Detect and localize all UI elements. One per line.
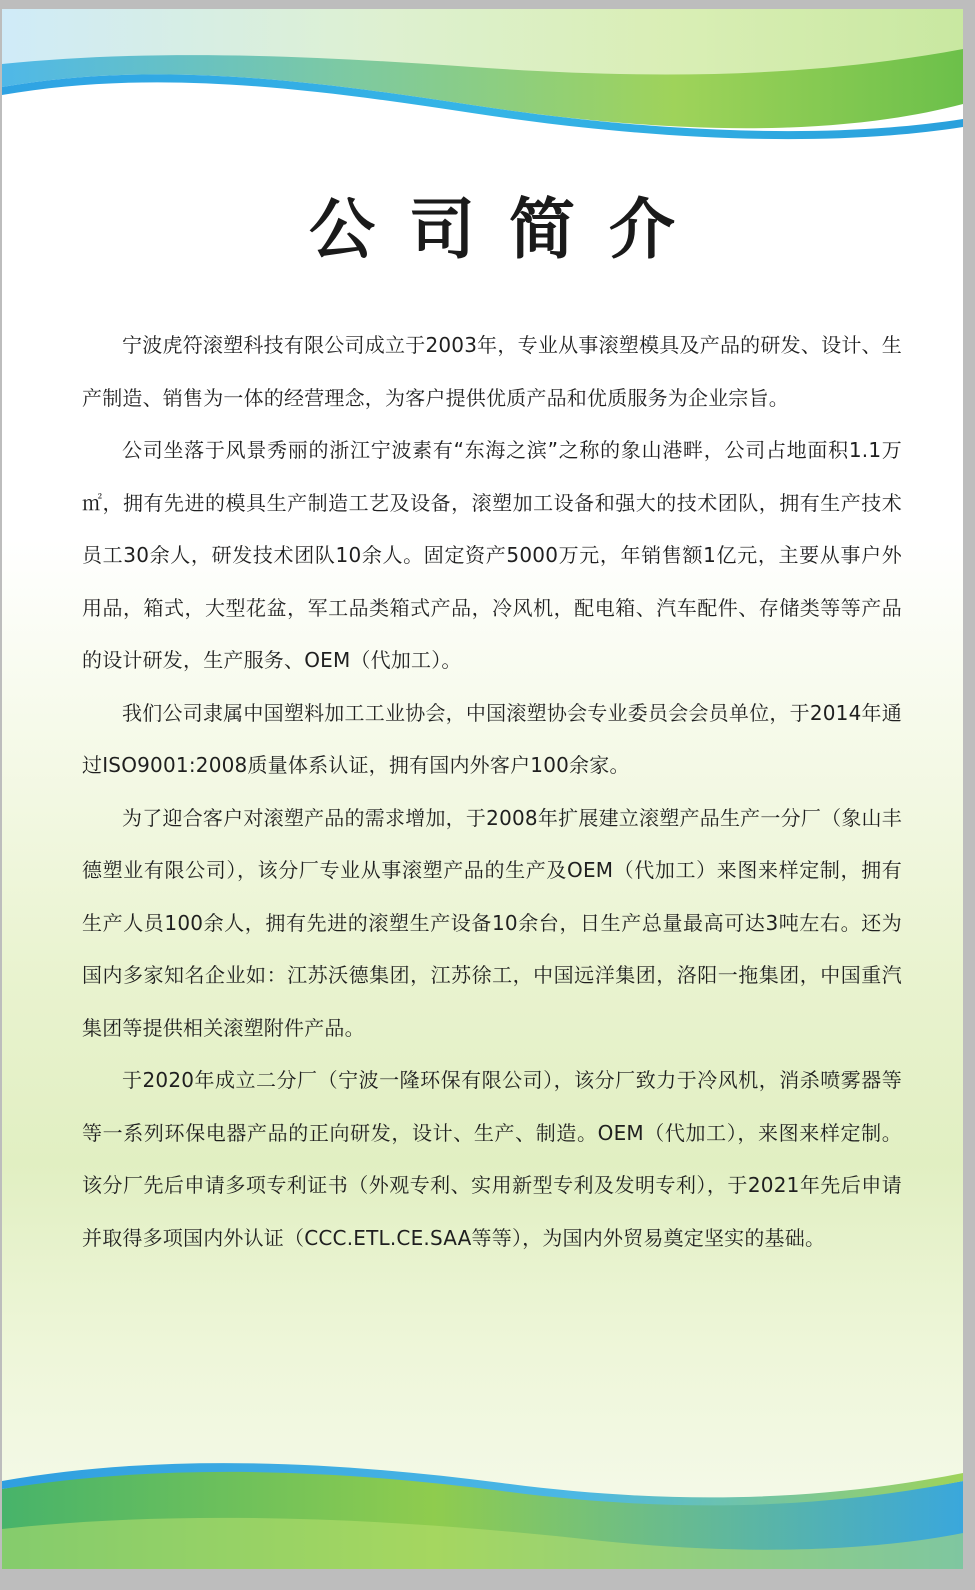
page-title: 公司简介	[309, 190, 709, 268]
poster	[2, 9, 963, 1569]
paragraph-first-branch: 为了迎合客户对滚塑产品的需求增加，于2008年扩展建立滚塑产品生产一分厂（象山丰德塑业有限公司），该分厂专业从事滚塑产品的生产及OEM（代加工）来图来样定制，拥有生产人员100余人，拥有先进的滚塑生产设备10余台，日生产总量最高可达3吨左右。还为国内多家知名企业如：江苏沃德集团，江苏徐工，中国远洋集团，洛阳一拖集团，中国重汽集团等提供相关滚塑附件产品。	[82, 805, 902, 1040]
top-wave-decoration	[2, 9, 963, 149]
intro-body	[82, 319, 902, 1264]
paragraph-location-scale: 公司坐落于风景秀丽的浙江宁波素有“东海之滨”之称的象山港畔，公司占地面积1.1万㎡，拥有先进的模具生产制造工艺及设备，滚塑加工设备和强大的技术团队，拥有生产技术员工30余人，研发技术团队10余人。固定资产5000万元，年销售额1亿元，主要从事户外用品，箱式，大型花盆，军工品类箱式产品，冷风机，配电箱、汽车配件、存储类等等产品的设计研发，生产服务、OEM（代加工）。	[82, 438, 902, 672]
paragraph-certification: 我们公司隶属中国塑料加工工业协会，中国滚塑协会专业委员会会员单位，于2014年通过ISO9001:2008质量体系认证，拥有国内外客户100余家。	[82, 700, 902, 777]
paragraph-founding: 宁波虎符滚塑科技有限公司成立于2003年，专业从事滚塑模具及产品的研发、设计、生产制造、销售为一体的经营理念，为客户提供优质产品和优质服务为企业宗旨。	[82, 333, 902, 410]
bottom-wave-decoration	[2, 1459, 963, 1569]
paragraph-second-branch: 于2020年成立二分厂（宁波一隆环保有限公司），该分厂致力于冷风机，消杀喷雾器等等一系列环保电器产品的正向研发，设计、生产、制造。OEM（代加工），来图来样定制。该分厂先后申请多项专利证书（外观专利、实用新型专利及发明专利），于2021年先后申请并取得多项国内外认证（CCC.ETL.CE.SAA等等），为国内外贸易奠定坚实的基础。	[82, 1068, 902, 1250]
